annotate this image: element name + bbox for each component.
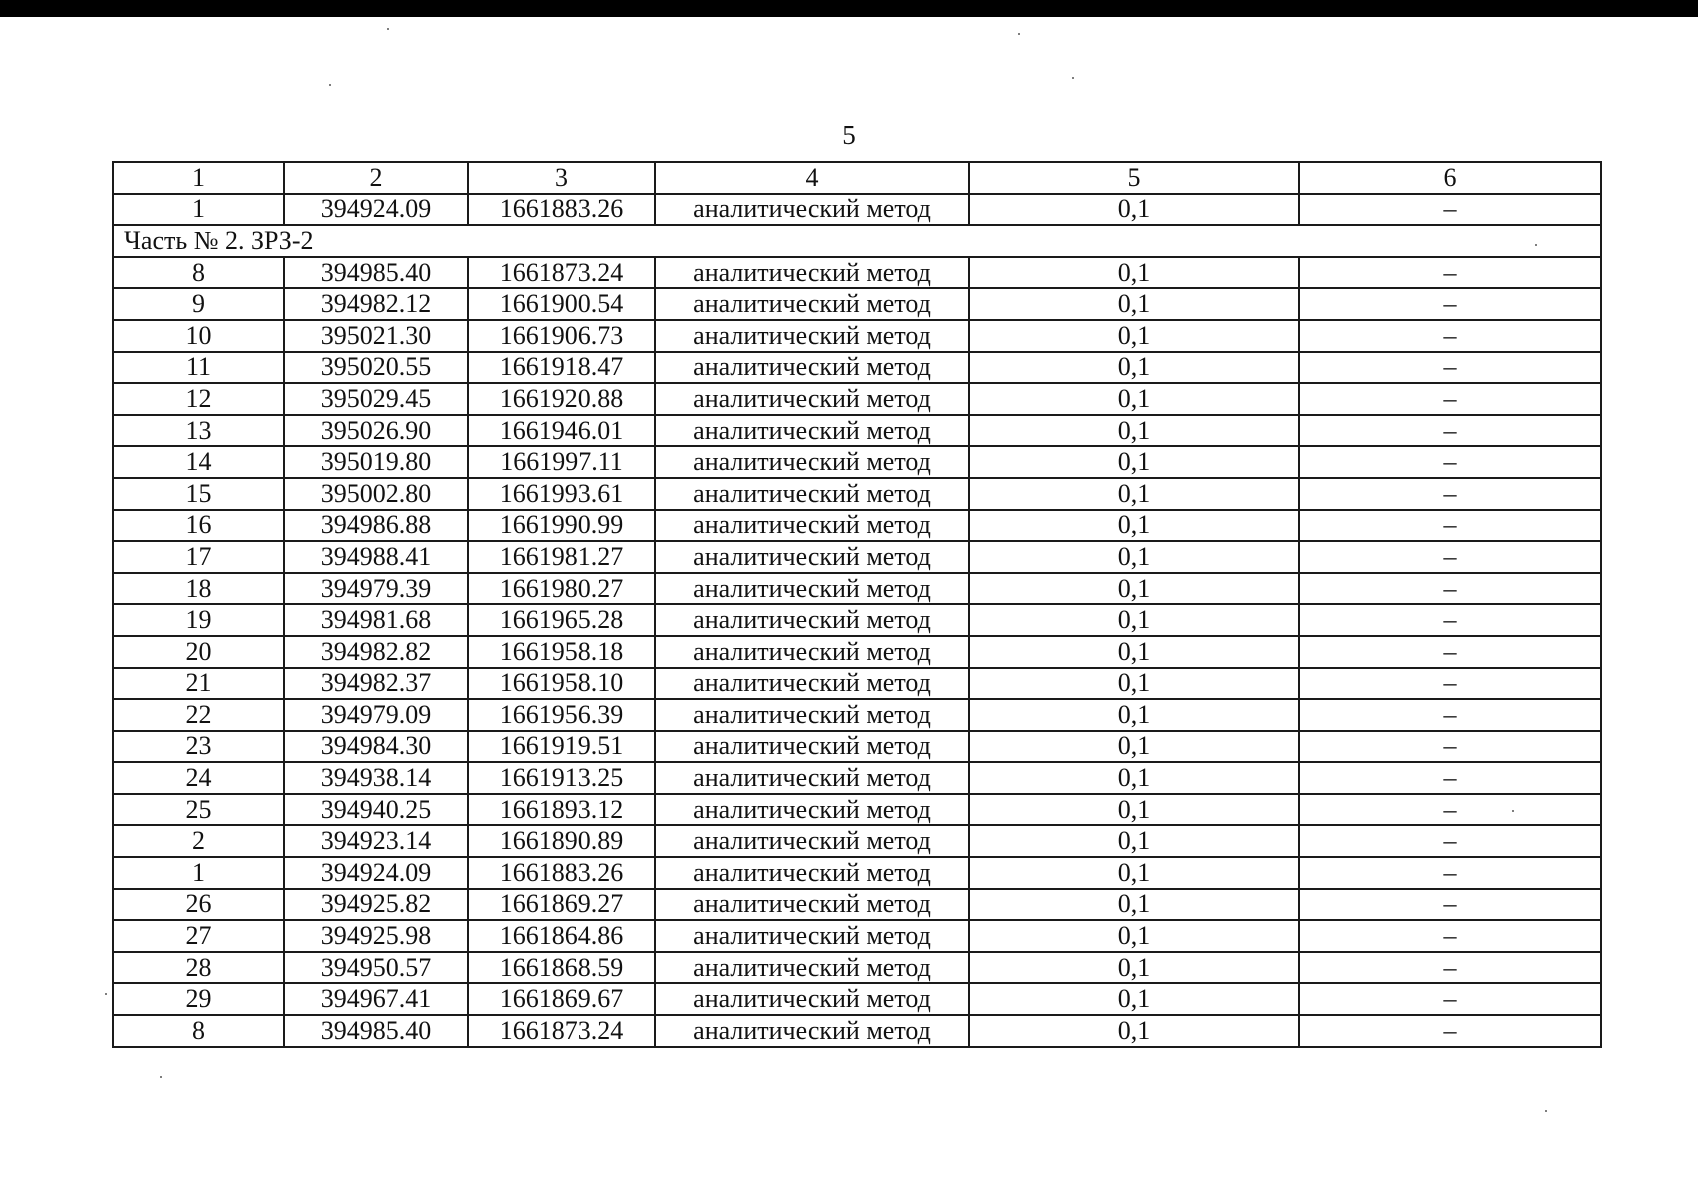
section-title: Часть № 2. ЗРЗ-2: [113, 225, 1601, 257]
section-row: [113, 225, 1601, 257]
note-cell: –: [1299, 889, 1601, 921]
method-cell: аналитический метод: [655, 320, 969, 352]
point-number-cell: 27: [113, 920, 284, 952]
point-number-cell: 13: [113, 415, 284, 447]
accuracy-cell: 0,1: [969, 288, 1299, 320]
method-cell: аналитический метод: [655, 573, 969, 605]
column-number-3: 3: [468, 162, 655, 194]
y-coordinate-cell: 1661864.86: [468, 920, 655, 952]
table-row: [113, 794, 1601, 826]
scan-speck: [1072, 77, 1074, 79]
table-row: [113, 446, 1601, 478]
column-number-1: 1: [113, 162, 284, 194]
note-cell: –: [1299, 541, 1601, 573]
scan-speck: [387, 28, 389, 30]
x-coordinate-cell: 395029.45: [284, 383, 468, 415]
accuracy-cell: 0,1: [969, 1015, 1299, 1047]
table-row: [113, 857, 1601, 889]
point-number-cell: 15: [113, 478, 284, 510]
accuracy-cell: 0,1: [969, 952, 1299, 984]
table-row: [113, 636, 1601, 668]
column-number-4: 4: [655, 162, 969, 194]
note-cell: –: [1299, 573, 1601, 605]
point-number-cell: 8: [113, 1015, 284, 1047]
note-cell: –: [1299, 288, 1601, 320]
table-row: [113, 257, 1601, 289]
x-coordinate-cell: 395026.90: [284, 415, 468, 447]
accuracy-cell: 0,1: [969, 257, 1299, 289]
x-coordinate-cell: 394979.39: [284, 573, 468, 605]
point-number-cell: 12: [113, 383, 284, 415]
y-coordinate-cell: 1661873.24: [468, 1015, 655, 1047]
point-number-cell: 22: [113, 699, 284, 731]
note-cell: –: [1299, 857, 1601, 889]
method-cell: аналитический метод: [655, 731, 969, 763]
scan-speck: [1018, 33, 1020, 35]
method-cell: аналитический метод: [655, 699, 969, 731]
note-cell: –: [1299, 415, 1601, 447]
method-cell: аналитический метод: [655, 889, 969, 921]
method-cell: аналитический метод: [655, 857, 969, 889]
coordinates-table: [112, 161, 1602, 1048]
x-coordinate-cell: 394923.14: [284, 825, 468, 857]
x-coordinate-cell: 394986.88: [284, 510, 468, 542]
method-cell: аналитический метод: [655, 415, 969, 447]
method-cell: аналитический метод: [655, 383, 969, 415]
x-coordinate-cell: 395019.80: [284, 446, 468, 478]
y-coordinate-cell: 1661919.51: [468, 731, 655, 763]
x-coordinate-cell: 394982.82: [284, 636, 468, 668]
x-coordinate-cell: 394979.09: [284, 699, 468, 731]
note-cell: –: [1299, 983, 1601, 1015]
method-cell: аналитический метод: [655, 1015, 969, 1047]
scan-speck: [160, 1076, 162, 1078]
note-cell: –: [1299, 510, 1601, 542]
x-coordinate-cell: 394925.82: [284, 889, 468, 921]
note-cell: –: [1299, 794, 1601, 826]
x-coordinate-cell: 394982.37: [284, 668, 468, 700]
note-cell: –: [1299, 762, 1601, 794]
table-row: [113, 1015, 1601, 1047]
note-cell: –: [1299, 952, 1601, 984]
note-cell: –: [1299, 478, 1601, 510]
y-coordinate-cell: 1661873.24: [468, 257, 655, 289]
scan-speck: [1545, 1110, 1547, 1112]
y-coordinate-cell: 1661956.39: [468, 699, 655, 731]
x-coordinate-cell: 394982.12: [284, 288, 468, 320]
table-row: [113, 541, 1601, 573]
x-coordinate-cell: 395002.80: [284, 478, 468, 510]
table-row: [113, 415, 1601, 447]
table-header-row: [113, 162, 1601, 194]
table-row: [113, 510, 1601, 542]
method-cell: аналитический метод: [655, 952, 969, 984]
y-coordinate-cell: 1661890.89: [468, 825, 655, 857]
method-cell: аналитический метод: [655, 668, 969, 700]
x-coordinate-cell: 394925.98: [284, 920, 468, 952]
table-row: [113, 194, 1601, 226]
y-coordinate-cell: 1661869.67: [468, 983, 655, 1015]
method-cell: аналитический метод: [655, 478, 969, 510]
y-coordinate-cell: 1661893.12: [468, 794, 655, 826]
note-cell: –: [1299, 731, 1601, 763]
note-cell: –: [1299, 699, 1601, 731]
table-row: [113, 288, 1601, 320]
accuracy-cell: 0,1: [969, 320, 1299, 352]
method-cell: аналитический метод: [655, 541, 969, 573]
point-number-cell: 19: [113, 604, 284, 636]
table-row: [113, 762, 1601, 794]
table-row: [113, 604, 1601, 636]
accuracy-cell: 0,1: [969, 857, 1299, 889]
scan-speck: [329, 84, 331, 86]
point-number-cell: 23: [113, 731, 284, 763]
accuracy-cell: 0,1: [969, 541, 1299, 573]
table-row: [113, 952, 1601, 984]
table-row: [113, 352, 1601, 384]
accuracy-cell: 0,1: [969, 352, 1299, 384]
scan-speck: [105, 993, 107, 995]
coordinates-table-body: [113, 162, 1601, 1047]
method-cell: аналитический метод: [655, 194, 969, 226]
y-coordinate-cell: 1661946.01: [468, 415, 655, 447]
column-number-2: 2: [284, 162, 468, 194]
point-number-cell: 16: [113, 510, 284, 542]
method-cell: аналитический метод: [655, 288, 969, 320]
x-coordinate-cell: 394985.40: [284, 257, 468, 289]
method-cell: аналитический метод: [655, 510, 969, 542]
table-row: [113, 478, 1601, 510]
y-coordinate-cell: 1661980.27: [468, 573, 655, 605]
accuracy-cell: 0,1: [969, 478, 1299, 510]
column-number-6: 6: [1299, 162, 1601, 194]
point-number-cell: 25: [113, 794, 284, 826]
x-coordinate-cell: 394924.09: [284, 194, 468, 226]
x-coordinate-cell: 394985.40: [284, 1015, 468, 1047]
note-cell: –: [1299, 604, 1601, 636]
method-cell: аналитический метод: [655, 257, 969, 289]
method-cell: аналитический метод: [655, 636, 969, 668]
accuracy-cell: 0,1: [969, 920, 1299, 952]
note-cell: –: [1299, 920, 1601, 952]
table-row: [113, 825, 1601, 857]
point-number-cell: 24: [113, 762, 284, 794]
x-coordinate-cell: 394984.30: [284, 731, 468, 763]
note-cell: –: [1299, 257, 1601, 289]
y-coordinate-cell: 1661913.25: [468, 762, 655, 794]
point-number-cell: 11: [113, 352, 284, 384]
method-cell: аналитический метод: [655, 762, 969, 794]
table-row: [113, 320, 1601, 352]
accuracy-cell: 0,1: [969, 699, 1299, 731]
x-coordinate-cell: 395020.55: [284, 352, 468, 384]
accuracy-cell: 0,1: [969, 825, 1299, 857]
y-coordinate-cell: 1661981.27: [468, 541, 655, 573]
point-number-cell: 26: [113, 889, 284, 921]
accuracy-cell: 0,1: [969, 983, 1299, 1015]
point-number-cell: 1: [113, 194, 284, 226]
note-cell: –: [1299, 383, 1601, 415]
x-coordinate-cell: 394967.41: [284, 983, 468, 1015]
table-row: [113, 383, 1601, 415]
y-coordinate-cell: 1661997.11: [468, 446, 655, 478]
accuracy-cell: 0,1: [969, 762, 1299, 794]
method-cell: аналитический метод: [655, 920, 969, 952]
x-coordinate-cell: 395021.30: [284, 320, 468, 352]
note-cell: –: [1299, 446, 1601, 478]
accuracy-cell: 0,1: [969, 194, 1299, 226]
y-coordinate-cell: 1661993.61: [468, 478, 655, 510]
accuracy-cell: 0,1: [969, 794, 1299, 826]
point-number-cell: 20: [113, 636, 284, 668]
note-cell: –: [1299, 668, 1601, 700]
table-row: [113, 668, 1601, 700]
y-coordinate-cell: 1661906.73: [468, 320, 655, 352]
accuracy-cell: 0,1: [969, 668, 1299, 700]
x-coordinate-cell: 394924.09: [284, 857, 468, 889]
y-coordinate-cell: 1661958.10: [468, 668, 655, 700]
point-number-cell: 14: [113, 446, 284, 478]
accuracy-cell: 0,1: [969, 731, 1299, 763]
point-number-cell: 8: [113, 257, 284, 289]
table-row: [113, 889, 1601, 921]
method-cell: аналитический метод: [655, 983, 969, 1015]
point-number-cell: 18: [113, 573, 284, 605]
page-number: 5: [842, 120, 856, 150]
note-cell: –: [1299, 320, 1601, 352]
point-number-cell: 29: [113, 983, 284, 1015]
note-cell: –: [1299, 352, 1601, 384]
method-cell: аналитический метод: [655, 352, 969, 384]
y-coordinate-cell: 1661920.88: [468, 383, 655, 415]
y-coordinate-cell: 1661918.47: [468, 352, 655, 384]
method-cell: аналитический метод: [655, 446, 969, 478]
method-cell: аналитический метод: [655, 794, 969, 826]
method-cell: аналитический метод: [655, 604, 969, 636]
point-number-cell: 28: [113, 952, 284, 984]
table-row: [113, 573, 1601, 605]
x-coordinate-cell: 394981.68: [284, 604, 468, 636]
y-coordinate-cell: 1661869.27: [468, 889, 655, 921]
accuracy-cell: 0,1: [969, 383, 1299, 415]
x-coordinate-cell: 394950.57: [284, 952, 468, 984]
note-cell: –: [1299, 194, 1601, 226]
point-number-cell: 1: [113, 857, 284, 889]
y-coordinate-cell: 1661990.99: [468, 510, 655, 542]
note-cell: –: [1299, 1015, 1601, 1047]
table-row: [113, 699, 1601, 731]
note-cell: –: [1299, 636, 1601, 668]
x-coordinate-cell: 394938.14: [284, 762, 468, 794]
accuracy-cell: 0,1: [969, 636, 1299, 668]
accuracy-cell: 0,1: [969, 510, 1299, 542]
method-cell: аналитический метод: [655, 825, 969, 857]
accuracy-cell: 0,1: [969, 573, 1299, 605]
accuracy-cell: 0,1: [969, 415, 1299, 447]
y-coordinate-cell: 1661883.26: [468, 857, 655, 889]
y-coordinate-cell: 1661868.59: [468, 952, 655, 984]
column-number-5: 5: [969, 162, 1299, 194]
point-number-cell: 17: [113, 541, 284, 573]
y-coordinate-cell: 1661958.18: [468, 636, 655, 668]
point-number-cell: 9: [113, 288, 284, 320]
point-number-cell: 10: [113, 320, 284, 352]
y-coordinate-cell: 1661965.28: [468, 604, 655, 636]
table-row: [113, 983, 1601, 1015]
note-cell: –: [1299, 825, 1601, 857]
table-row: [113, 920, 1601, 952]
x-coordinate-cell: 394988.41: [284, 541, 468, 573]
table-row: [113, 731, 1601, 763]
point-number-cell: 21: [113, 668, 284, 700]
y-coordinate-cell: 1661900.54: [468, 288, 655, 320]
x-coordinate-cell: 394940.25: [284, 794, 468, 826]
point-number-cell: 2: [113, 825, 284, 857]
accuracy-cell: 0,1: [969, 446, 1299, 478]
accuracy-cell: 0,1: [969, 889, 1299, 921]
y-coordinate-cell: 1661883.26: [468, 194, 655, 226]
accuracy-cell: 0,1: [969, 604, 1299, 636]
scan-top-edge: [0, 0, 1698, 17]
